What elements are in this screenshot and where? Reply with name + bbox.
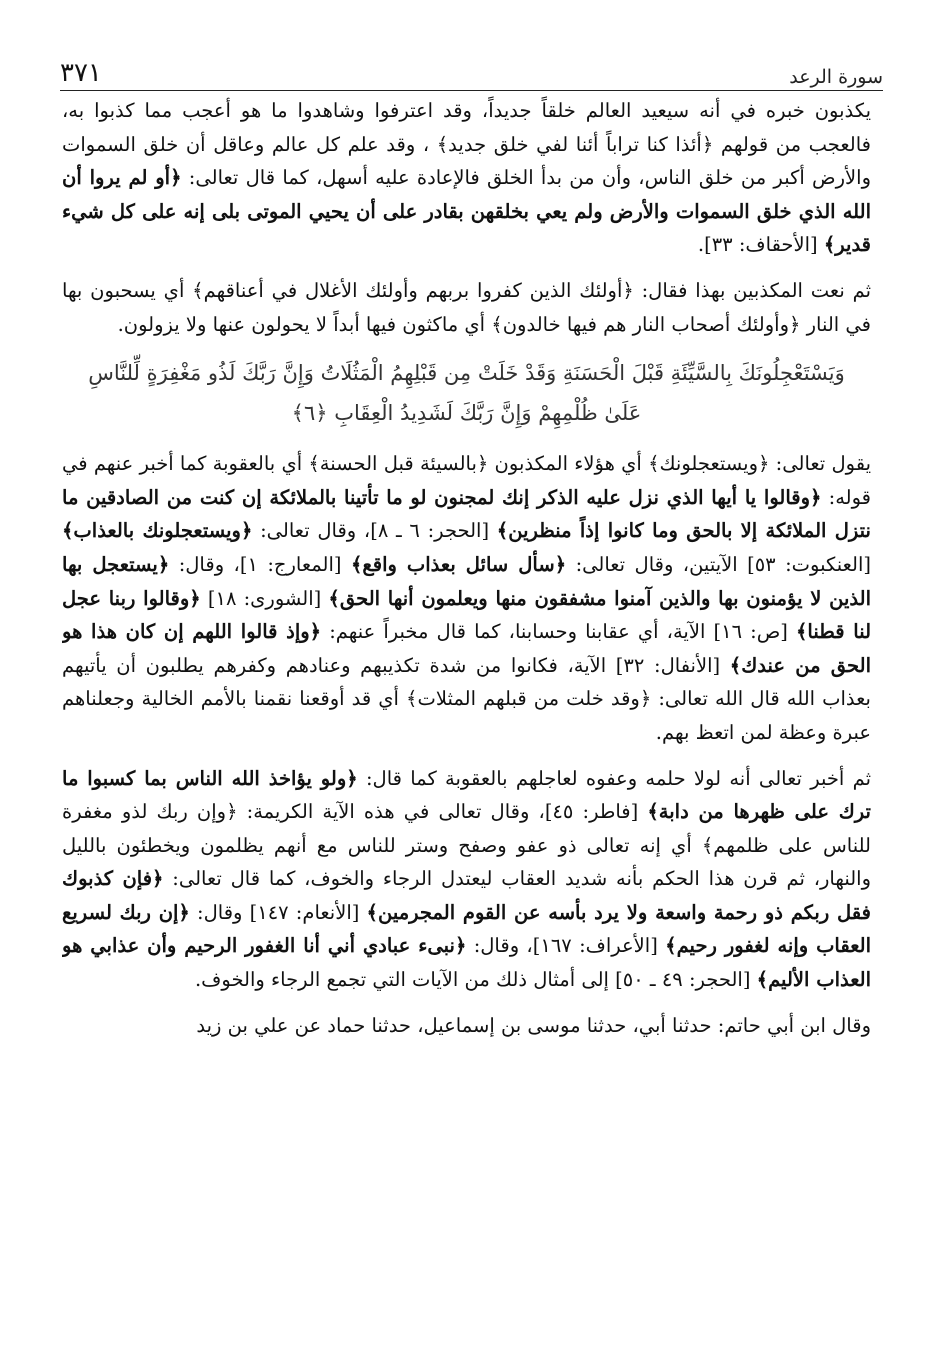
quoted-verse: ﴿وقالوا يا أيها الذي نزل عليه الذكر إنك لمجنون لو ما تأتينا بالملائكة إن كنت من الصادقين ما نتزل الملائكة إلا بالحق وما كانوا إذاً منظرين﴾	[62, 485, 871, 543]
text-run: [الأنفال: ٣٢] الآية، فكانوا من شدة تكذيبهم وعنادهم وكفرهم يطلبون أن يأتيهم بعذاب الله قال الله تعالى: ﴿وقد خلت من قبلهم المثلات﴾ أي قد أوقعنا نقمنا بالأمم الخالية وجعلناهم عبرة وعظة لمن اتعظ بهم.	[62, 653, 871, 744]
text-run: وقال ابن أبي حاتم: حدثنا أبي، حدثنا موسى بن إسماعيل، حدثنا حماد عن علي بن زيد	[196, 1013, 871, 1037]
text-run: ثم نعت المكذبين بهذا فقال: ﴿أولئك الذين كفروا بربهم وأولئك الأغلال في أعناقهم﴾ أي يسحبون بها في النار ﴿وأولئك أصحاب النار هم فيها خالدون﴾ أي ماكثون فيها أبداً لا يحولون عنها ولا يزولون.	[62, 278, 871, 336]
text-run: [الأعراف: ١٦٧]، وقال:	[466, 934, 666, 958]
text-run: ثم أخبر تعالى أنه لولا حلمه وعفوه لعاجلهم بالعقوبة كما قال:	[357, 766, 871, 790]
quoted-verse: ﴿إن ربك لسريع العقاب وإنه لغفور رحيم﴾	[62, 900, 871, 958]
commentary-before-verse	[62, 94, 871, 341]
text-run: [الأنعام: ١٤٧] وقال:	[189, 900, 367, 924]
quoted-verse: ﴿يستعجل بها الذين لا يؤمنون بها والذين آمنوا مشفقون منها ويعلمون أنها الحق﴾	[62, 552, 871, 610]
text-run: [العنكبوت: ٥٣] الآيتين، وقال تعالى:	[566, 552, 871, 576]
text-run: [ص: ١٦] الآية، أي عقابنا وحسابنا، كما قال مخبراً عنهم:	[321, 620, 796, 644]
quoted-verse: ﴿ولو يؤاخذ الله الناس بما كسبوا ما ترك على ظهرها من دابة﴾	[62, 766, 871, 824]
quran-verse: وَيَسْتَعْجِلُونَكَ بِالسَّيِّئَةِ قَبْلَ الْحَسَنَةِ وَقَدْ خَلَتْ مِن قَبْلِهِمُ الْمَثُلَاتُ وَإِنَّ رَبَّكَ لَذُو مَغْفِرَةٍ لِّلنَّاسِ عَلَىٰ ظُلْمِهِمْ وَإِنَّ رَبَّكَ لَشَدِيدُ الْعِقَابِ ﴿٦﴾	[88, 361, 845, 426]
page-body	[62, 94, 871, 1355]
page-number: ٣٧١	[60, 58, 102, 88]
text-run: [الحجر: ٤٩ ـ ٥٠] إلى أمثال ذلك من الآيات التي تجمع الرجاء والخوف.	[194, 968, 757, 992]
paragraph	[62, 762, 871, 997]
paragraph	[62, 1009, 871, 1043]
quoted-verse: ﴿فإن كذبوك فقل ربكم ذو رحمة واسعة ولا يرد بأسه عن القوم المجرمين﴾	[62, 867, 871, 924]
page-header	[60, 48, 883, 88]
text-run: [الحجر: ٦ ـ ٨]، وقال تعالى:	[252, 519, 497, 543]
text-run: [الشورى: ١٨]	[200, 586, 329, 610]
paragraph	[62, 274, 871, 341]
quoted-verse: ﴿وقالوا ربنا عجل لنا قطنا﴾	[62, 586, 871, 644]
quoted-verse: ﴿نبىء عبادي أني أنا الغفور الرحيم وأن عذابي هو العذاب الأليم﴾	[62, 934, 871, 992]
paragraph	[62, 94, 871, 262]
surah-title: سورة الرعد	[789, 66, 883, 88]
commentary-after-verse	[62, 447, 871, 1042]
quoted-verse: ﴿ويستعجلونك بالعذاب﴾	[62, 519, 253, 543]
header-rule	[60, 90, 883, 91]
text-run: يكذبون خبره في أنه سيعيد العالم خلقاً جديداً، وقد اعترفوا وشاهدوا ما هو أعجب مما كذبوا به، فالعجب من قولهم ﴿أئذا كنا تراباً أئنا لفي خلق جديد﴾ ، وقد علم كل عالم وعاقل أن خلق السموات والأرض أكبر من خلق الناس، وأن من بدأ الخلق فالإعادة عليه أسهل، كما قال تعالى:	[62, 99, 871, 190]
text-run: [الأحقاف: ٣٣].	[697, 233, 824, 257]
text-run: [المعارج: ١]، وقال:	[169, 552, 351, 576]
text-run: [فاطر: ٤٥]، وقال تعالى في هذه الآية الكريمة: ﴿وإن ربك لذو مغفرة للناس على ظلمهم﴾ أي إنه تعالى ذو عفو وصفح وستر للناس مع أنهم يظلمون ويخطئون بالليل والنهار، ثم قرن هذا الحكم بأنه شديد العقاب ليعتدل الرجاء والخوف، كما قال تعالى:	[62, 800, 871, 891]
quoted-verse: ﴿سأل سائل بعذاب واقع﴾	[350, 552, 567, 576]
quoted-verse: ﴿وإذ قالوا اللهم إن كان هذا هو الحق من عندك﴾	[62, 620, 871, 677]
paragraph	[62, 447, 871, 749]
text-run: يقول تعالى: ﴿ويستعجلونك﴾ أي هؤلاء المكذبون ﴿بالسيئة قبل الحسنة﴾ أي بالعقوبة كما أخبر عنهم في قوله:	[62, 452, 871, 509]
quoted-verse: ﴿أو لم يروا أن الله الذي خلق السموات والأرض ولم يعي بخلقهن بقادر على أن يحيي الموتى بلى إنه على كل شيء قدير﴾	[62, 166, 871, 257]
